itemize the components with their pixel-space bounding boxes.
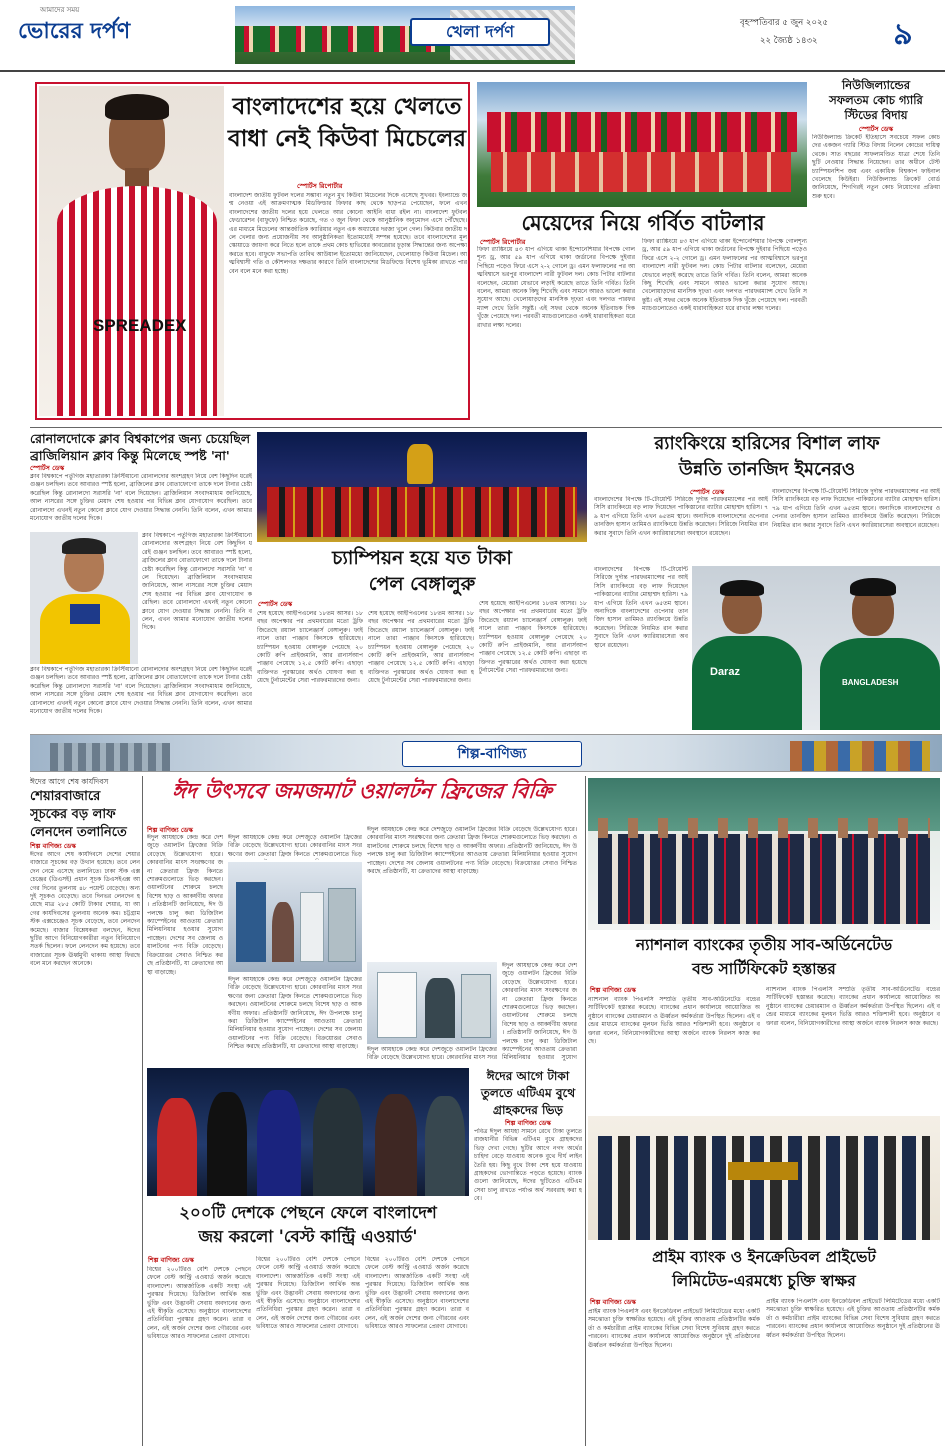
article-body-2: শেষ হয়েছে আইপিএলের ১৮তম আসর। ১৮ বছর অপেক্ষার পর প্রথমবারের মতো ট্রফি জিতেছে রয়্যাল চ্যালেঞ্জার্স বেঙ্গালুরু। ফাইনালে তারা পাঞ্জাব কিংসকে হারিয়েছে। চ্যাম্পিয়ন হওয়ায় বেঙ্গালুরু পেয়েছে ২০ কোটি রুপি প্রাইজমানি, আর রানার্সআপ পাঞ্জাব পেয়েছে ১২.৫ কোটি রুপি। এছাড়া ব্যক্তিগত পুরস্কারের অর্থও ঘোষণা করা হয়েছে টুর্নামেন্টের সেরা পারফরমারদের জন্য। <box>368 610 474 685</box>
headline-1[interactable]: শেয়ারবাজারে <box>30 789 101 804</box>
ronaldo-photo <box>30 532 138 664</box>
headline-2[interactable]: বাধা নেই কিউবা মিচেলের <box>227 126 467 152</box>
headline-2[interactable]: ব্রাজিলিয়ান ক্লাব কিন্তু মিলেছে স্পষ্ট 'না' <box>30 448 230 463</box>
headline-haris-1[interactable]: র‍্যাংকিংয়ে হারিসের বিশাল লাফ <box>654 433 880 454</box>
byline: শিল্প বাণিজ্য ডেস্ক <box>590 986 636 994</box>
article-body-1: ন্যাশনাল ব্যাংক পিএলসি সম্প্রতি তৃতীয় সাব-অর্ডিনেটেড বন্ডের সার্টিফিকেট হস্তান্তর করেছে। ব্যাংকের প্রধান কার্যালয়ে আয়োজিত অনুষ্ঠানে ব্যাংকের চেয়ারম্যান ও ঊর্ধ্বতন কর্মকর্তারা উপস্থিত ছিলেন। এই বন্ডের মাধ্যমে ব্যাংকের মূলধন ভিত্তি আরও শক্তিশালী হবে। অনুষ্ঠানে বক্তারা বলেন, বিনিয়োগকারীদের আস্থা অর্জনে ব্যাংক নিরলস কাজ করছে। <box>588 996 760 1046</box>
headline-walton[interactable]: ঈদ উৎসবে জমজমাট ওয়ালটন ফ্রিজের বিক্রি <box>170 779 554 803</box>
headline-3[interactable]: লেনদেন তলানিতে <box>30 825 127 840</box>
article-body: পবিত্র ঈদুল আযহা সামনে রেখে টাকা তুলতে রাজধানীর বিভিন্ন এটিএম বুথে গ্রাহকদের ভিড় দেখা গেছে। ছুটির আগে নগদ অর্থের চাহিদা বেড়ে যাওয়ায় অনেক বুথে দীর্ঘ লাইন তৈরি হয়। কিছু বুথে টাকা শেষ হয়ে যাওয়ায় গ্রাহকদের ভোগান্তিতে পড়তে হয়েছে। ব্যাংকগুলো জানিয়েছে, ঈদের ছুটিতেও এটিএম সেবা চালু রাখতে পর্যাপ্ত অর্থ সরবরাহ করা হবে। <box>474 1128 582 1203</box>
byline: স্পোর্টস রিপোর্টার <box>480 238 526 246</box>
womens-team-photo <box>477 82 807 207</box>
article-body-2: প্রাইম ব্যাংক পিএলসি এবং ইনক্রেডিবল প্রাইভেট লিমিটেডের মধ্যে একটি সমঝোতা চুক্তি স্বাক্ষরিত হয়েছে। এই চুক্তির আওতায় প্রতিষ্ঠানটির কর্মকর্তা ও কর্মচারীরা প্রাইম ব্যাংকের বিভিন্ন সেবা বিশেষ সুবিধায় গ্রহণ করতে পারবেন। ব্যাংকের প্রধান কার্যালয়ে আয়োজিত অনুষ্ঠানে দুই প্রতিষ্ঠানের ঊর্ধ্বতন কর্মকর্তারা উপস্থিত ছিলেন। <box>766 1298 940 1339</box>
article-gary-stead <box>812 78 940 423</box>
article-body-1: বিশ্বের ২০০টিরও বেশি দেশকে পেছনে ফেলে বেস্ট কান্ট্রি এওয়ার্ড অর্জন করেছে বাংলাদেশ। আন্তর্জাতিক একটি সংস্থা এই পুরস্কার দিয়েছে। ডিজিটাল আর্থিক অন্তর্ভুক্তি এবং উদ্ভাবনী সেবায় অবদানের জন্য এই স্বীকৃতি এসেছে। অনুষ্ঠানে বাংলাদেশের প্রতিনিধিরা পুরস্কার গ্রহণ করেন। তারা বলেন, এই অর্জন দেশের জন্য গৌরবের এবং ভবিষ্যতে আরও সাফল্যের প্রেরণা যোগাবে। <box>147 1266 251 1341</box>
byline: স্পোর্টস ডেস্ক <box>30 464 65 472</box>
shirt-sponsor: SPREADEX <box>93 316 187 335</box>
national-bank-photo <box>588 778 940 930</box>
kicker: ঈদের আগে শেষ কার্যদিবস <box>30 777 109 786</box>
article-body: নিউজিল্যান্ড ক্রিকেট ইতিহাসে সবচেয়ে সফল কোচদের একজন গ্যারি স্টিড বিদায় নিলেন কোচের দায়িত্ব থেকে। সাত বছরের সাফল্যমণ্ডিত যাত্রা শেষে তিনি ছুটি নেওয়ার সিদ্ধান্ত নিয়েছেন। তার অধীনে টেস্ট চ্যাম্পিয়নশিপ জয় এবং একাধিক বিশ্বকাপ ফাইনাল খেলেছে কিউইরা। নিউজিল্যান্ড ক্রিকেট বোর্ড জানিয়েছে, শিগগিরই নতুন কোচ নিয়োগের প্রক্রিয়া শুরু হবে। <box>812 134 940 200</box>
article-body-3: শেষ হয়েছে আইপিএলের ১৮তম আসর। ১৮ বছর অপেক্ষার পর প্রথমবারের মতো ট্রফি জিতেছে রয়্যাল চ্যালেঞ্জার্স বেঙ্গালুরু। ফাইনালে তারা পাঞ্জাব কিংসকে হারিয়েছে। চ্যাম্পিয়ন হওয়ায় বেঙ্গালুরু পেয়েছে ২০ কোটি রুপি প্রাইজমানি, আর রানার্সআপ পাঞ্জাব পেয়েছে ১২.৫ কোটি রুপি। এছাড়া ব্যক্তিগত পুরস্কারের অর্থও ঘোষণা করা হয়েছে টুর্নামেন্টের সেরা পারফরমারদের জন্য। <box>479 600 587 675</box>
section-name[interactable]: খেলা দর্পণ <box>410 18 550 46</box>
byline: স্পোর্টস রিপোর্টার <box>297 182 343 190</box>
headline-3[interactable]: গ্রাহকদের ভিড় <box>492 1103 563 1117</box>
article-cuba-mitchell <box>35 82 470 420</box>
award-ceremony-photo <box>147 1068 469 1196</box>
byline: শিল্প বাণিজ্য ডেস্ক <box>148 1256 194 1264</box>
headline-rcb-2[interactable]: পেল বেঙ্গালুরু <box>368 573 476 595</box>
headline-1[interactable]: নিউজিল্যান্ডের <box>841 78 911 92</box>
byline: শিল্প বাণিজ্য ডেস্ক <box>505 1119 551 1127</box>
article-body-1: শেষ হয়েছে আইপিএলের ১৮তম আসর। ১৮ বছর অপেক্ষার পর প্রথমবারের মতো ট্রফি জিতেছে রয়্যাল চ্যালেঞ্জার্স বেঙ্গালুরু। ফাইনালে তারা পাঞ্জাব কিংসকে হারিয়েছে। চ্যাম্পিয়ন হওয়ায় বেঙ্গালুরু পেয়েছে ২০ কোটি রুপি প্রাইজমানি, আর রানার্সআপ পাঞ্জাব পেয়েছে ১২.৫ কোটি রুপি। এছাড়া ব্যক্তিগত পুরস্কারের অর্থও ঘোষণা করা হয়েছে টুর্নামেন্টের সেরা পারফরমারদের জন্য। <box>257 610 363 685</box>
issue-date-bengali: ২২ জ্যৈষ্ঠ ১৪৩২ <box>760 36 818 46</box>
article-body-3: বাংলাদেশের বিপক্ষে টি-টোয়েন্টি সিরিজে দুর্দান্ত পারফরম্যান্সের পর আইসিসি র‍্যাংকিংয়ে বড় লাফ দিয়েছেন পাকিস্তানের ব্যাটার মোহাম্মদ হারিস। ৭৯ ধাপ এগিয়ে তিনি এখন ৬৫তম স্থানে। অন্যদিকে বাংলাদেশের ওপেনার তানজিদ হাসান তামিমও র‍্যাংকিংয়ে উন্নতি করেছেন। সিরিজে নিয়মিত রান করার সুবাদে তিনি এখন ক্যারিয়ারসেরা অবস্থানে রয়েছেন। <box>594 566 688 649</box>
masthead-small: আমাদের সময় <box>40 6 80 14</box>
headline-award-2[interactable]: জয় করলো 'বেস্ট কান্ট্রি এওয়ার্ড' <box>198 1227 418 1246</box>
article-body-2: ন্যাশনাল ব্যাংক পিএলসি সম্প্রতি তৃতীয় সাব-অর্ডিনেটেড বন্ডের সার্টিফিকেট হস্তান্তর করেছে। ব্যাংকের প্রধান কার্যালয়ে আয়োজিত অনুষ্ঠানে ব্যাংকের চেয়ারম্যান ও ঊর্ধ্বতন কর্মকর্তারা উপস্থিত ছিলেন। এই বন্ডের মাধ্যমে ব্যাংকের মূলধন ভিত্তি আরও শক্তিশালী হবে। অনুষ্ঠানে বক্তারা বলেন, বিনিয়োগকারীদের আস্থা অর্জনে ব্যাংক নিরলস কাজ করছে। <box>766 986 940 1027</box>
byline: স্পোর্টস ডেস্ক <box>690 488 725 496</box>
article-body-3: ঈদুল আযহাকে কেন্দ্র করে দেশজুড়ে ওয়ালটন ফ্রিজের বিক্রি বেড়েছে উল্লেখযোগ্য হারে। কোরবানির মাংস সংরক্ষণের জন্য ক্রেতারা ফ্রিজ কিনতে শোরুমগুলোতে ভিড় করছেন। ওয়ালটনের শোরুমে চলছে বিশেষ ছাড় ও আকর্ষণীয় অফার। প্রতিষ্ঠানটি জানিয়েছে, ঈদ উপলক্ষে চালু করা ডিজিটাল ক্যাম্পেইনের আওতায় ক্রেতারা মিলিয়নিয়ার হওয়ার সুযোগ পাচ্ছেন। দেশের সব জেলায় ওয়ালটনের পণ্য বিক্রি বেড়েছে। বিক্রয়োত্তর সেবাও নিশ্চিত করছে প্রতিষ্ঠানটি, যা ক্রেতাদের আস্থা বাড়াচ্ছে। <box>367 826 577 876</box>
byline: স্পোর্টস ডেস্ক <box>858 125 894 133</box>
rcb-celebration-photo <box>257 432 587 542</box>
article-body-top: ক্লাব বিশ্বকাপে পর্তুগিজ মহাতারকা ক্রিস্টিয়ানো রোনালদোর অংশগ্রহণ নিয়ে বেশ কিছুদিন ধরেই গুঞ্জন চলছিল। তবে আবারও স্পষ্ট হলো, ব্রাজিলের ক্লাব বোতাফোগো তাকে দলে টানার চেষ্টা করেছিল কিন্তু রোনালদো সরাসরি 'না' বলে দিয়েছেন। ব্রাজিলিয়ান সংবাদমাধ্যম জানিয়েছে, আল নাসরের সঙ্গে চুক্তির মেয়াদ শেষ হওয়ার পর বিভিন্ন ক্লাব যোগাযোগ করেছিল। তবে রোনালদো এখনই নতুন কোনো ক্লাবে যোগ দেওয়ার সিদ্ধান্ত নেননি। তিনি বলেন, এখন আমার মনোযোগ জাতীয় দলের দিকে। <box>30 473 252 523</box>
byline: শিল্প বাণিজ্য ডেস্ক <box>590 1298 636 1306</box>
byline: শিল্প বাণিজ্য ডেস্ক <box>147 826 193 834</box>
headline-prime-bank-1[interactable]: প্রাইম ব্যাংক ও ইনক্রেডিবল প্রাইভেট <box>652 1248 876 1266</box>
article-body: বাংলাদেশ জাতীয় ফুটবল দলের সম্ভাব্য নতুন মুখ কিউবা মিচেলের দিকে এসেছে সুখবর। ইংল্যান্ডে জন্ম নেওয়া এই আক্রমণাত্মক মিডফিল্ডার ফিফার কাছ থেকে ছাড়পত্র পেয়েছেন, ফলে এখন বাংলাদেশের জাতীয় দলের হয়ে খেলতে আর কোনো আইনি বাধা রইল না। বাংলাদেশ ফুটবল ফেডারেশন (বাফুফে) নিশ্চিত করেছে, গত ৩ জুন ফিফা থেকে আনুষ্ঠানিক অনুমোদন এসে পৌঁছেছে। এর মাধ্যমে মিচেলের আন্তর্জাতিক ক্যারিয়ার নতুন এক অধ্যায়ের দরজা খুলে গেল। কিউবার জাতীয় দলে খেলার জন্য প্রয়োজনীয় সব আনুষ্ঠানিকতা ইতোমধ্যেই সম্পন্ন হয়েছে। তবে বাংলাদেশের মূল স্কোয়াডে জায়গা করে নিতে হলে তাকে প্রথম কোচ হাভিয়ের কাবরেরার চূড়ান্ত সিদ্ধান্তের জন্য অপেক্ষা করতে হবে। বাফুফে সভাপতি তাবিথ আউয়াল ইতোমধ্যে জানিয়েছেন, খেলোয়াড় কিউবা মিচেল। আত্মবিশ্বাসী গতি ও কৌশলগত দক্ষতার কারণে তিনি বাংলাদেশের মিডফিল্ডে বিশেষ ভূমিকা রাখতে পারবেন বলে মনে করা হচ্ছে। <box>229 192 467 275</box>
article-body-4: ঈদুল আযহাকে কেন্দ্র করে দেশজুড়ে ওয়ালটন ফ্রিজের বিক্রি বেড়েছে উল্লেখযোগ্য হারে। কোরবানির মাংস সংরক্ষণের জন্য ক্রেতারা ফ্রিজ কিনতে শোরুমগুলোতে ভিড় করছেন। ওয়ালটনের শোরুমে চলছে বিশেষ ছাড় ও আকর্ষণীয় অফার। প্রতিষ্ঠানটি জানিয়েছে, ঈদ উপলক্ষে চালু করা ডিজিটাল ক্যাম্পেইনের আওতায় ক্রেতারা মিলিয়নিয়ার হওয়ার সুযোগ <box>502 962 577 1062</box>
walton-fridge-photo <box>367 962 497 1044</box>
headline-2[interactable]: সফলতম কোচ গ্যারি <box>829 93 923 107</box>
article-body-6: ঈদুল আযহাকে কেন্দ্র করে দেশজুড়ে ওয়ালটন ফ্রিজের বিক্রি বেড়েছে উল্লেখযোগ্য হারে। কোরবানির মাংস সংর <box>367 1046 497 1062</box>
article-stock-market <box>30 776 140 1446</box>
article-body-5: ঈদুল আযহাকে কেন্দ্র করে দেশজুড়ে ওয়ালটন ফ্রিজের বিক্রি বেড়েছে উল্লেখযোগ্য হারে। কোরবানির মাংস সংরক্ষণের জন্য ক্রেতারা ফ্রিজ কিনতে শোরুমগুলোতে ভিড় করছেন। ওয়ালটনের শোরুমে চলছে বিশেষ ছাড় ও আকর্ষণীয় অফার। প্রতিষ্ঠানটি জানিয়েছে, ঈদ উপলক্ষে চালু করা ডিজিটাল ক্যাম্পেইনের আওতায় ক্রেতারা মিলিয়নিয়ার হওয়ার সুযোগ পাচ্ছেন। দেশের সব জেলায় ওয়ালটনের পণ্য বিক্রি বেড়েছে। বিক্রয়োত্তর সেবাও নিশ্চিত করছে প্রতিষ্ঠানটি, যা ক্রেতাদের আস্থা বাড়াচ্ছে। <box>228 976 362 1051</box>
article-atm <box>474 1068 582 1446</box>
headline-rcb-1[interactable]: চ্যাম্পিয়ন হয়ে যত টাকা <box>332 547 512 569</box>
headline-haris-2[interactable]: উন্নতি তানজিদ ইমনেরও <box>678 459 856 480</box>
jersey-sponsor-1: Daraz <box>710 666 740 678</box>
article-body-1: বাংলাদেশের বিপক্ষে টি-টোয়েন্টি সিরিজে দুর্দান্ত পারফরম্যান্সের পর আইসিসি র‍্যাংকিংয়ে বড় লাফ দিয়েছেন পাকিস্তানের ব্যাটার মোহাম্মদ হারিস। ৭৯ ধাপ এগিয়ে তিনি এখন ৬৫তম স্থানে। অন্যদিকে বাংলাদেশের ওপেনার তানজিদ হাসান তামিমও র‍্যাংকিংয়ে উন্নতি করেছেন। সিরিজে নিয়মিত রান করার সুবাদে তিনি এখন ক্যারিয়ারসেরা অবস্থানে রয়েছেন। <box>594 496 768 537</box>
player-photo <box>39 86 224 416</box>
prime-bank-photo <box>588 1116 940 1240</box>
business-banner <box>30 734 942 772</box>
page-number: ৯ <box>893 17 913 52</box>
headline-2[interactable]: সূচকের বড় লাফ <box>30 807 116 822</box>
headline-prime-bank-2[interactable]: লিমিটেড-এরমধ্যে চুক্তি স্বাক্ষর <box>672 1272 856 1290</box>
article-body: ঈদের আগে শেষ কার্যদিবসে দেশের শেয়ারবাজারে সূচকের বড় উত্থান হয়েছে। তবে লেনদেন নেমে এসেছে তলানিতে। ঢাকা স্টক এক্সচেঞ্জের (ডিএসই) প্রধান সূচক ডিএসইএক্স আগের দিনের তুলনায় ৪৮ পয়েন্ট বেড়েছে। অন্য দুই সূচকও বেড়েছে। তবে দিনভর লেনদেন হয়েছে মাত্র ২৮৫ কোটি টাকার শেয়ার, যা আগের কার্যদিবসের তুলনায় অনেক কম। চট্টগ্রাম স্টক এক্সচেঞ্জেও সূচক বেড়েছে, তবে লেনদেন কমেছে। বাজার বিশ্লেষকরা বলছেন, ঈদের ছুটির আগে বিনিয়োগকারীরা নতুন বিনিয়োগে সতর্ক ছিলেন। ফলে লেনদেন কম হয়েছে। তবে বাজারের সূচক ঊর্ধ্বমুখী থাকায় আস্থা ফিরছে বলে মনে করছেন অনেকে। <box>30 851 140 968</box>
headline-1[interactable]: রোনালদোকে ক্লাব বিশ্বকাপের জন্য চেয়েছিল <box>30 431 251 446</box>
article-ronaldo <box>30 430 252 730</box>
article-body-1: প্রাইম ব্যাংক পিএলসি এবং ইনক্রেডিবল প্রাইভেট লিমিটেডের মধ্যে একটি সমঝোতা চুক্তি স্বাক্ষরিত হয়েছে। এই চুক্তির আওতায় প্রতিষ্ঠানটির কর্মকর্তা ও কর্মচারীরা প্রাইম ব্যাংকের বিভিন্ন সেবা বিশেষ সুবিধায় গ্রহণ করতে পারবেন। ব্যাংকের প্রধান কার্যালয়ে আয়োজিত অনুষ্ঠানে দুই প্রতিষ্ঠানের ঊর্ধ্বতন কর্মকর্তারা উপস্থিত ছিলেন। <box>588 1308 760 1349</box>
jersey-sponsor-2: BANGLADESH <box>842 678 899 687</box>
article-body-1: ঈদুল আযহাকে কেন্দ্র করে দেশজুড়ে ওয়ালটন ফ্রিজের বিক্রি বেড়েছে উল্লেখযোগ্য হারে। কোরবানির মাংস সংরক্ষণের জন্য ক্রেতারা ফ্রিজ কিনতে শোরুমগুলোতে ভিড় করছেন। ওয়ালটনের শোরুমে চলছে বিশেষ ছাড় ও আকর্ষণীয় অফার। প্রতিষ্ঠানটি জানিয়েছে, ঈদ উপলক্ষে চালু করা ডিজিটাল ক্যাম্পেইনের আওতায় ক্রেতারা মিলিয়নিয়ার হওয়ার সুযোগ পাচ্ছেন। দেশের সব জেলায় ওয়ালটনের পণ্য বিক্রি বেড়েছে। বিক্রয়োত্তর সেবাও নিশ্চিত করছে প্রতিষ্ঠানটি, যা ক্রেতাদের আস্থা বাড়াচ্ছে। <box>147 834 223 976</box>
haris-tanzid-photo <box>692 566 940 730</box>
byline: শিল্প বাণিজ্য ডেস্ক <box>30 842 76 850</box>
article-body-2: ঈদুল আযহাকে কেন্দ্র করে দেশজুড়ে ওয়ালটন ফ্রিজের বিক্রি বেড়েছে উল্লেখযোগ্য হারে। কোরবানির মাংস সংরক্ষণের জন্য ক্রেতারা ফ্রিজ কিনতে শোরুমগুলোতে ভিড় <box>228 834 362 858</box>
masthead <box>0 0 945 72</box>
byline: স্পোর্টস ডেস্ক <box>258 600 293 608</box>
article-body-3: বিশ্বের ২০০টিরও বেশি দেশকে পেছনে ফেলে বেস্ট কান্ট্রি এওয়ার্ড অর্জন করেছে বাংলাদেশ। আন্তর্জাতিক একটি সংস্থা এই পুরস্কার দিয়েছে। ডিজিটাল আর্থিক অন্তর্ভুক্তি এবং উদ্ভাবনী সেবায় অবদানের জন্য এই স্বীকৃতি এসেছে। অনুষ্ঠানে বাংলাদেশের প্রতিনিধিরা পুরস্কার গ্রহণ করেন। তারা বলেন, এই অর্জন দেশের জন্য গৌরবের এবং ভবিষ্যতে আরও সাফল্যের প্রেরণা যোগাবে। <box>365 1256 469 1331</box>
headline-national-bank-1[interactable]: ন্যাশনাল ব্যাংকের তৃতীয় সাব-অর্ডিনেটেড <box>635 936 893 954</box>
article-body-left: ফিফা র‍্যাঙ্কিংয়ে ৪৩ ধাপ এগিয়ে থাকা ইন্দোনেশিয়ার বিপক্ষে গোলশূন্য ড্র, আর ৫৯ ধাপ এগিয়ে থাকা জর্ডানের বিপক্ষে দুইবার পিছিয়ে পড়েও ফিরে এসে ২-২ গোলে ড্র। এমন ফলাফলের পর আত্মবিশ্বাসে ভরপুর বাংলাদেশ নারী ফুটবল দল। কোচ পিটার বাটলার বলেছেন, মেয়েরা যেভাবে লড়াই করেছে তাতে তিনি গর্বিত। তিনি বলেন, আমরা অনেক কিছু শিখেছি এবং সামনে আরও ভালো করার সুযোগ আছে। খেলোয়াড়দের মানসিক দৃঢ়তা এবং দলগত পারফরম্যান্স দেখে তিনি সন্তুষ্ট। এই সফর থেকে অনেক ইতিবাচক দিক খুঁজে পেয়েছে দল। পরবর্তী ম্যাচগুলোতেও একই ধারাবাহিকতা ধরে রাখার লক্ষ্য দলের। <box>477 246 635 329</box>
article-body-side: ক্লাব বিশ্বকাপে পর্তুগিজ মহাতারকা ক্রিস্টিয়ানো রোনালদোর অংশগ্রহণ নিয়ে বেশ কিছুদিন ধরেই গুঞ্জন চলছিল। তবে আবারও স্পষ্ট হলো, ব্রাজিলের ক্লাব বোতাফোগো তাকে দলে টানার চেষ্টা করেছিল কিন্তু রোনালদো সরাসরি 'না' বলে দিয়েছেন। ব্রাজিলিয়ান সংবাদমাধ্যম জানিয়েছে, আল নাসরের সঙ্গে চুক্তির মেয়াদ শেষ হওয়ার পর বিভিন্ন ক্লাব যোগাযোগ করেছিল। তবে রোনালদো এখনই নতুন কোনো ক্লাবে যোগ দেওয়ার সিদ্ধান্ত নেননি। তিনি বলেন, এখন আমার মনোযোগ জাতীয় দলের দিকে। <box>142 532 252 632</box>
article-body-2: বাংলাদেশের বিপক্ষে টি-টোয়েন্টি সিরিজে দুর্দান্ত পারফরম্যান্সের পর আইসিসি র‍্যাংকিংয়ে বড় লাফ দিয়েছেন পাকিস্তানের ব্যাটার মোহাম্মদ হারিস। ৭৯ ধাপ এগিয়ে তিনি এখন ৬৫তম স্থানে। অন্যদিকে বাংলাদেশের ওপেনার তানজিদ হাসান তামিমও র‍্যাংকিংয়ে উন্নতি করেছেন। সিরিজে নিয়মিত রান করার সুবাদে তিনি এখন ক্যারিয়ারসেরা অবস্থানে রয়েছেন। <box>772 488 940 529</box>
headline-1[interactable]: ঈদের আগে টাকা <box>486 1069 570 1083</box>
headline-3[interactable]: স্টিডের বিদায় <box>844 108 908 122</box>
headline-womens-team[interactable]: মেয়েদের নিয়ে গর্বিত বাটলার <box>521 211 765 235</box>
section-business[interactable]: শিল্প-বাণিজ্য <box>402 741 582 767</box>
headline-award-1[interactable]: ২০০টি দেশকে পেছনে ফেলে বাংলাদেশ <box>179 1203 437 1222</box>
article-body-right: ফিফা র‍্যাঙ্কিংয়ে ৪৩ ধাপ এগিয়ে থাকা ইন্দোনেশিয়ার বিপক্ষে গোলশূন্য ড্র, আর ৫৯ ধাপ এগিয়ে থাকা জর্ডানের বিপক্ষে দুইবার পিছিয়ে পড়েও ফিরে এসে ২-২ গোলে ড্র। এমন ফলাফলের পর আত্মবিশ্বাসে ভরপুর বাংলাদেশ নারী ফুটবল দল। কোচ পিটার বাটলার বলেছেন, মেয়েরা যেভাবে লড়াই করেছে তাতে তিনি গর্বিত। তিনি বলেন, আমরা অনেক কিছু শিখেছি এবং সামনে আরও ভালো করার সুযোগ আছে। খেলোয়াড়দের মানসিক দৃঢ়তা এবং দলগত পারফরম্যান্স দেখে তিনি সন্তুষ্ট। এই সফর থেকে অনেক ইতিবাচক দিক খুঁজে পেয়েছে দল। পরবর্তী ম্যাচগুলোতেও একই ধারাবাহিকতা ধরে রাখার লক্ষ্য দলের। <box>642 238 807 313</box>
article-body-2: বিশ্বের ২০০টিরও বেশি দেশকে পেছনে ফেলে বেস্ট কান্ট্রি এওয়ার্ড অর্জন করেছে বাংলাদেশ। আন্তর্জাতিক একটি সংস্থা এই পুরস্কার দিয়েছে। ডিজিটাল আর্থিক অন্তর্ভুক্তি এবং উদ্ভাবনী সেবায় অবদানের জন্য এই স্বীকৃতি এসেছে। অনুষ্ঠানে বাংলাদেশের প্রতিনিধিরা পুরস্কার গ্রহণ করেন। তারা বলেন, এই অর্জন দেশের জন্য গৌরবের এবং ভবিষ্যতে আরও সাফল্যের প্রেরণা যোগাবে। <box>256 1256 360 1331</box>
headline-national-bank-2[interactable]: বন্ড সার্টিফিকেট হস্তান্তর <box>692 960 836 978</box>
newspaper-name[interactable]: ভোরের দর্পণ <box>18 19 131 44</box>
headline-2[interactable]: তুলতে এটিএম বুথে <box>480 1086 576 1100</box>
walton-showroom-photo <box>228 862 362 972</box>
headline-1[interactable]: বাংলাদেশের হয়ে খেলতে <box>232 94 462 120</box>
issue-date: বৃহস্পতিবার ৫ জুন ২০২৫ <box>740 18 829 28</box>
article-body-bottom: ক্লাব বিশ্বকাপে পর্তুগিজ মহাতারকা ক্রিস্টিয়ানো রোনালদোর অংশগ্রহণ নিয়ে বেশ কিছুদিন ধরেই গুঞ্জন চলছিল। তবে আবারও স্পষ্ট হলো, ব্রাজিলের ক্লাব বোতাফোগো তাকে দলে টানার চেষ্টা করেছিল কিন্তু রোনালদো সরাসরি 'না' বলে দিয়েছেন। ব্রাজিলিয়ান সংবাদমাধ্যম জানিয়েছে, আল নাসরের সঙ্গে চুক্তির মেয়াদ শেষ হওয়ার পর বিভিন্ন ক্লাব যোগাযোগ করেছিল। তবে রোনালদো এখনই নতুন কোনো ক্লাবে যোগ দেওয়ার সিদ্ধান্ত নেননি। তিনি বলেন, এখন আমার মনোযোগ জাতীয় দলের দিকে। <box>30 666 252 716</box>
